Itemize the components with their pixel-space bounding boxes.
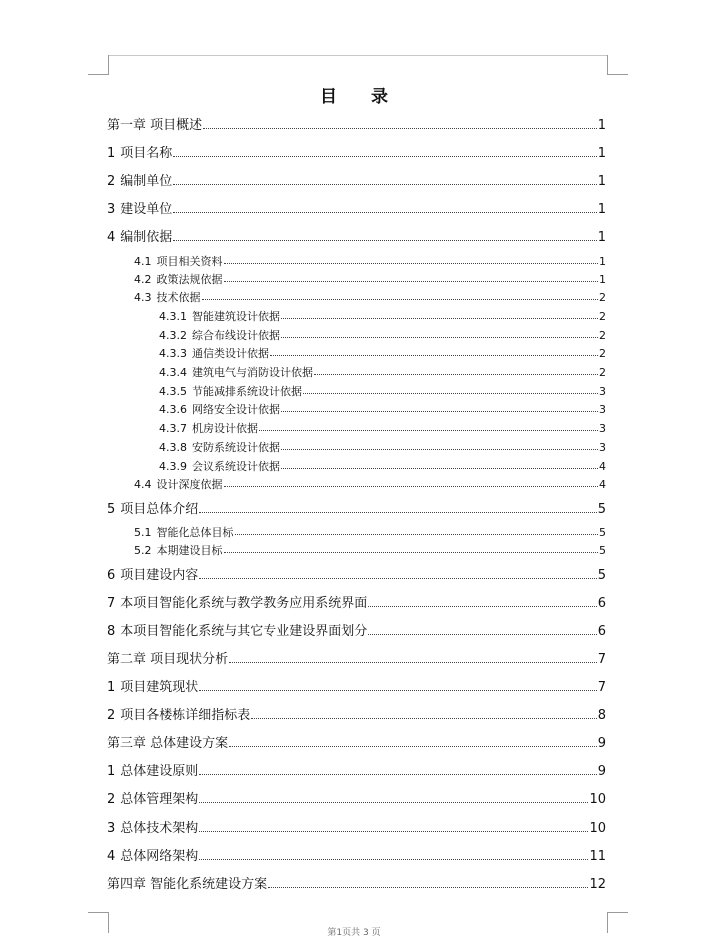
- toc-entry-number: 4.3.2: [159, 329, 187, 342]
- toc-entry[interactable]: [159, 442, 606, 453]
- toc-entry[interactable]: [107, 765, 606, 778]
- toc-entry[interactable]: [159, 367, 606, 378]
- toc-entry-title: 第一章 项目概述: [107, 118, 203, 133]
- toc-entry-number: 5: [107, 502, 116, 517]
- toc-entry[interactable]: [107, 503, 606, 516]
- corner-mark: [88, 74, 109, 75]
- toc-entry-page-number: 3: [599, 441, 606, 454]
- toc-leader-dots: [224, 262, 599, 264]
- toc-entry-title: 第四章 智能化系统建设方案: [107, 877, 268, 892]
- toc-entry[interactable]: [107, 878, 606, 891]
- toc-entry-title: 第二章 项目现状分析: [107, 652, 229, 667]
- toc-entry[interactable]: [107, 203, 606, 216]
- toc-leader-dots: [224, 551, 599, 553]
- toc-entry-title: 项目各楼栋详细指标表: [120, 708, 251, 723]
- toc-entry-title: 总体管理架构: [120, 792, 199, 807]
- toc-entry-title: 总体网络架构: [120, 849, 199, 864]
- toc-entry-title: 会议系统设计依据: [192, 460, 280, 473]
- toc-entry-number: 4.3.1: [159, 310, 187, 323]
- toc-entry-title: 编制依据: [120, 230, 173, 245]
- toc-entry-page-number: 5: [597, 568, 606, 583]
- toc-entry-page-number: 3: [599, 385, 606, 398]
- toc-entry-number: 4.2: [134, 273, 152, 286]
- toc-leader-dots: [199, 830, 588, 832]
- toc-entry-page-number: 4: [599, 460, 606, 473]
- toc-entry-page-number: 1: [597, 146, 606, 161]
- toc-entry-number: 5.2: [134, 544, 152, 557]
- toc-entry-title: 建设单位: [120, 202, 173, 217]
- toc-entry-number: 4.3.9: [159, 460, 187, 473]
- toc-leader-dots: [303, 392, 598, 394]
- toc-entry-page-number: 5: [599, 526, 606, 539]
- toc-entry-page-number: 2: [599, 366, 606, 379]
- toc-entry-page-number: 6: [597, 596, 606, 611]
- toc-leader-dots: [173, 239, 596, 241]
- toc-entry-title: 智能建筑设计依据: [192, 310, 280, 323]
- toc-entry-title: 综合布线设计依据: [192, 329, 280, 342]
- toc-leader-dots: [199, 577, 596, 579]
- toc-entry-page-number: 12: [589, 877, 606, 892]
- toc-entry[interactable]: [134, 545, 606, 556]
- toc-entry-title: 机房设计依据: [192, 422, 258, 435]
- toc-entry-number: 2: [107, 708, 116, 723]
- toc-entry-page-number: 7: [597, 652, 606, 667]
- toc-leader-dots: [199, 689, 596, 691]
- toc-leader-dots: [281, 317, 598, 319]
- corner-mark: [88, 912, 109, 913]
- toc-entry-title: 节能减排系统设计依据: [192, 385, 302, 398]
- toc-entry[interactable]: [107, 737, 606, 750]
- toc-entry[interactable]: [134, 527, 606, 538]
- toc-entry-number: 4: [107, 230, 116, 245]
- toc-entry-title: 项目相关资料: [156, 255, 223, 268]
- toc-entry[interactable]: [107, 569, 606, 582]
- toc-entry-number: 4.3.8: [159, 441, 187, 454]
- toc-entry-title: 总体技术架构: [120, 821, 199, 836]
- toc-leader-dots: [229, 661, 597, 663]
- toc-leader-dots: [199, 773, 596, 775]
- toc-entry[interactable]: [159, 386, 606, 397]
- toc-entry[interactable]: [134, 292, 606, 303]
- toc-entry-title: 总体建设原则: [120, 764, 199, 779]
- toc-leader-dots: [368, 633, 596, 635]
- toc-entry-title: 编制单位: [120, 174, 173, 189]
- toc-entry-page-number: 3: [599, 422, 606, 435]
- toc-leader-dots: [251, 717, 596, 719]
- toc-entry[interactable]: [107, 681, 606, 694]
- toc-entry-page-number: 8: [597, 708, 606, 723]
- toc-entry-number: 1: [107, 680, 116, 695]
- toc-entry-number: 4.3.5: [159, 385, 187, 398]
- toc-entry-title: 项目建筑现状: [120, 680, 199, 695]
- toc-leader-dots: [173, 183, 596, 185]
- toc-leader-dots: [202, 298, 599, 300]
- page-footer: 第1页共 3 页: [327, 928, 381, 938]
- toc-leader-dots: [199, 801, 588, 803]
- toc-entry[interactable]: [107, 231, 606, 244]
- toc-entry-page-number: 7: [597, 680, 606, 695]
- toc-entry-number: 3: [107, 202, 116, 217]
- toc-entry-title: 本项目智能化系统与其它专业建设界面划分: [120, 624, 368, 639]
- toc-leader-dots: [199, 858, 588, 860]
- toc-entry[interactable]: [107, 822, 606, 835]
- toc-entry-number: 4.4: [134, 478, 152, 491]
- toc-entry-title: 安防系统设计依据: [192, 441, 280, 454]
- toc-entry-title: 本期建设目标: [156, 544, 223, 557]
- toc-entry-number: 8: [107, 624, 116, 639]
- toc-entry[interactable]: [107, 850, 606, 863]
- toc-entry-title: 通信类设计依据: [192, 347, 269, 360]
- page-top-border: [108, 55, 608, 56]
- toc-entry-page-number: 2: [599, 310, 606, 323]
- toc-entry[interactable]: [107, 653, 606, 666]
- toc-entry-number: 2: [107, 174, 116, 189]
- toc-leader-dots: [314, 373, 598, 375]
- toc-entry-page-number: 5: [599, 544, 606, 557]
- toc-entry-number: 7: [107, 596, 116, 611]
- toc-entry[interactable]: [159, 423, 606, 434]
- toc-entry[interactable]: [107, 709, 606, 722]
- toc-entry[interactable]: [134, 274, 606, 285]
- toc-entry-page-number: 9: [597, 764, 606, 779]
- toc-entry[interactable]: [134, 256, 606, 267]
- toc-entry-page-number: 2: [599, 291, 606, 304]
- toc-leader-dots: [203, 127, 597, 129]
- toc-leader-dots: [235, 533, 599, 535]
- toc-leader-dots: [368, 605, 596, 607]
- toc-entry-page-number: 1: [599, 273, 606, 286]
- toc-entry-number: 1: [107, 146, 116, 161]
- toc-leader-dots: [281, 410, 598, 412]
- toc-entry[interactable]: [107, 119, 606, 132]
- toc-entry-number: 4: [107, 849, 116, 864]
- corner-mark: [108, 55, 109, 75]
- toc-entry[interactable]: [159, 461, 606, 472]
- toc-entry-title: 第三章 总体建设方案: [107, 736, 229, 751]
- toc-entry-number: 2: [107, 792, 116, 807]
- toc-entry-page-number: 5: [597, 502, 606, 517]
- toc-entry[interactable]: [134, 479, 606, 490]
- toc-leader-dots: [281, 336, 598, 338]
- toc-entry-title: 项目建设内容: [120, 568, 199, 583]
- toc-entry-page-number: 10: [589, 792, 606, 807]
- toc-entry-title: 项目名称: [120, 146, 173, 161]
- toc-entry-title: 政策法规依据: [156, 273, 223, 286]
- toc-entry-title: 智能化总体目标: [156, 526, 234, 539]
- toc-entry-title: 本项目智能化系统与教学教务应用系统界面: [120, 596, 368, 611]
- toc-entry-page-number: 10: [589, 821, 606, 836]
- toc-entry-title: 技术依据: [156, 291, 201, 304]
- toc-leader-dots: [199, 511, 596, 513]
- toc-leader-dots: [173, 211, 596, 213]
- toc-entry[interactable]: [107, 175, 606, 188]
- toc-leader-dots: [224, 280, 599, 282]
- toc-entry-page-number: 4: [599, 478, 606, 491]
- toc-entry[interactable]: [159, 348, 606, 359]
- toc-leader-dots: [268, 886, 588, 888]
- toc-entry-page-number: 2: [599, 347, 606, 360]
- toc-leader-dots: [281, 467, 598, 469]
- toc-entry[interactable]: [159, 311, 606, 322]
- toc-entry[interactable]: [107, 793, 606, 806]
- toc-entry-number: 4.3.7: [159, 422, 187, 435]
- toc-entry-page-number: 6: [597, 624, 606, 639]
- toc-entry[interactable]: [107, 147, 606, 160]
- toc-entry[interactable]: [107, 597, 606, 610]
- toc-entry-number: 4.1: [134, 255, 152, 268]
- toc-leader-dots: [229, 745, 597, 747]
- toc-entry-title: 项目总体介绍: [120, 502, 199, 517]
- toc-title: 目 录: [320, 87, 402, 107]
- toc-entry-page-number: 9: [597, 736, 606, 751]
- toc-entry[interactable]: [159, 404, 606, 415]
- toc-entry-number: 4.3.4: [159, 366, 187, 379]
- toc-entry-page-number: 1: [597, 202, 606, 217]
- toc-leader-dots: [259, 429, 598, 431]
- toc-entry-page-number: 3: [599, 403, 606, 416]
- toc-entry-page-number: 1: [597, 118, 606, 133]
- toc-entry-page-number: 1: [597, 174, 606, 189]
- toc-entry-title: 设计深度依据: [156, 478, 223, 491]
- toc-leader-dots: [224, 485, 599, 487]
- toc-entry-title: 网络安全设计依据: [192, 403, 280, 416]
- toc-leader-dots: [270, 354, 598, 356]
- toc-leader-dots: [281, 448, 598, 450]
- toc-entry-number: 3: [107, 821, 116, 836]
- corner-mark: [607, 912, 628, 913]
- toc-leader-dots: [173, 155, 596, 157]
- toc-entry-page-number: 2: [599, 329, 606, 342]
- toc-entry-number: 4.3.3: [159, 347, 187, 360]
- toc-entry-number: 5.1: [134, 526, 152, 539]
- toc-entry-page-number: 1: [599, 255, 606, 268]
- toc-entry-number: 6: [107, 568, 116, 583]
- toc-entry-number: 4.3: [134, 291, 152, 304]
- toc-entry[interactable]: [159, 330, 606, 341]
- toc-entry-number: 4.3.6: [159, 403, 187, 416]
- toc-entry-number: 1: [107, 764, 116, 779]
- toc-entry-title: 建筑电气与消防设计依据: [192, 366, 313, 379]
- toc-entry-page-number: 1: [597, 230, 606, 245]
- toc-entry-page-number: 11: [589, 849, 606, 864]
- corner-mark: [607, 55, 608, 75]
- corner-mark: [607, 74, 628, 75]
- toc-entry[interactable]: [107, 625, 606, 638]
